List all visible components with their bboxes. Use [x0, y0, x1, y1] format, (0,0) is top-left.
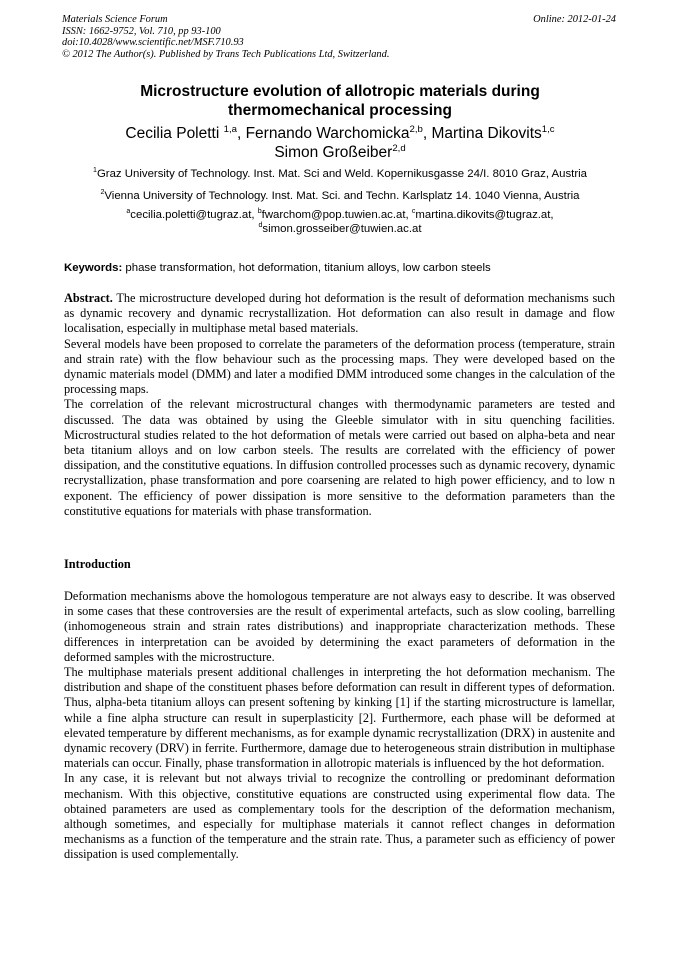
abstract-paragraph-3: The correlation of the relevant microstructural changes with thermodynamic parameters are tested and discussed. The data was obtained by using the Gleeble simulator with in situ quenching facilities. Microstructural studies related to the hot deformation of metals were carried out based on alpha-beta and near beta titanium alloys and on low carbon steels. The results are correlated with the efficiency of power dissipation, and the constitutive equations. In diffusion controlled processes such as dynamic recovery, dynamic recrystallization, phase transformation and pore coarsening are related to high power efficiency, and to low n exponent. The efficiency of power dissipation is more sensitive to the deformation parameters than the constitutive equations for materials with phase transformation.: [64, 397, 615, 518]
abstract-text: The microstructure developed during hot deformation is the result of deformation mechanisms such as dynamic recovery and dynamic recrystallization. Hot deformation can also result in damage and flow localisation, especially in multiphase metal based materials.: [64, 291, 615, 336]
affiliation-2: [50, 189, 630, 203]
title-line-1: Microstructure evolution of allotropic materials during: [140, 83, 540, 100]
intro-paragraph-3: In any case, it is relevant but not always trivial to recognize the controlling or predominant deformation mechanism. With this objective, constitutive equations are constructed using experimental flow data. The obtained parameters are used as complementary tools for the description of the deformation mechanism, although sometimes, and especially for multiphase materials it cannot reflect changes in deformation mechanisms as a function of the temperature and the strain rate. Thus, a parameter such as efficiency of power dissipation is used complementally.: [64, 771, 615, 862]
email-sup: a: [126, 208, 131, 216]
email-sup: d: [258, 222, 263, 230]
email: fwarchom@pop.tuwien.ac.at,: [261, 209, 412, 221]
affil-text: Graz University of Technology. Inst. Mat. Sci and Weld. Kopernikusgasse 24/I. 8010 Graz, Austria: [96, 168, 587, 180]
email-sup: c: [411, 208, 416, 216]
affil-sup: 2: [100, 189, 105, 197]
keywords-label: Keywords:: [64, 262, 123, 274]
email-list: [50, 208, 630, 236]
journal-doi: doi:10.4028/www.scientific.net/MSF.710.93: [62, 37, 244, 48]
author-list: [62, 124, 618, 162]
intro-paragraph-1: Deformation mechanisms above the homologous temperature are not always easy to describe. It was observed in some cases that these controversies are the result of experimental artefacts, such as slow cooling, barrelling (inhomogeneous strain and strain rates distributions) and inappropriate characterization methods. These differences in interpretation can be avoided by determining the exact parameters of deformation in the deformed samples with the microstructure.: [64, 589, 615, 664]
paper-title: [62, 82, 618, 120]
author-affil-sup: 2,b: [409, 123, 423, 135]
email: cecilia.poletti@tugraz.at,: [130, 209, 258, 221]
authors-line-2: [62, 143, 618, 162]
email-sup: b: [257, 208, 262, 216]
introduction: [64, 589, 615, 863]
abstract-paragraph-2: Several models have been proposed to correlate the parameters of the deformation process (temperature, strain and strain rate) with the flow behaviour such as the processing maps. They were developed based on the dynamic materials model (DMM) and later a modified DMM introduced some changes in the calculation of the processing maps.: [64, 336, 615, 397]
introduction-heading: Introduction: [64, 557, 131, 571]
keywords-text: phase transformation, hot deformation, titanium alloys, low carbon steels: [122, 262, 491, 274]
keywords: [64, 262, 618, 274]
emails-line-1: [50, 208, 630, 222]
authors-line-1: [62, 124, 618, 143]
email: simon.grosseiber@tuwien.ac.at: [262, 223, 422, 235]
author-name: , Fernando Warchomicka: [236, 125, 410, 142]
email: martina.dikovits@tugraz.at,: [415, 209, 554, 221]
author-name: , Martina Dikovits: [422, 125, 542, 142]
abstract: [64, 291, 615, 519]
author-name: Cecilia Poletti: [125, 125, 220, 142]
abstract-paragraph-1: [64, 291, 615, 337]
emails-line-2: [50, 222, 630, 236]
affil-text: Vienna University of Technology. Inst. Mat. Sci. and Techn. Karlsplatz 14. 1040 Vienna, Austria: [104, 190, 580, 202]
affil-sup: 1: [93, 167, 97, 175]
affiliation-1: [50, 167, 630, 181]
abstract-label: Abstract.: [64, 291, 113, 305]
title-line-2: thermomechanical processing: [228, 102, 452, 119]
author-affil-sup: 1,c: [541, 123, 555, 135]
author-affil-sup: 1,a: [223, 123, 237, 135]
author-affil-sup: 2,d: [392, 142, 406, 154]
journal-issn: ISSN: 1662-9752, Vol. 710, pp 93-100: [62, 25, 221, 37]
online-date: Online: 2012-01-24: [533, 14, 616, 25]
intro-paragraph-2: The multiphase materials present additional challenges in interpreting the hot deformation mechanism. The distribution and shape of the constituent phases before deformation can result in different types of deformation. Thus, alpha-beta titanium alloys can present softening by kinking [1] if the starting microstructure is lamellar, while a fine alpha structure can result in superplasticity [2]. Furthermore, each phase will be deformed at elevated temperature by different mechanisms, as for example dynamic recrystallization (DRX) in austenite and dynamic recovery (DRV) in ferrite. Furthermore, damage due to heterogeneous strain distribution in multiphase materials can occur. Finally, phase transformation in allotropic materials is influenced by the hot deformation.: [64, 665, 615, 771]
journal-copyright: © 2012 The Author(s). Published by Trans Tech Publications Ltd, Switzerland.: [62, 48, 390, 60]
journal-name: Materials Science Forum: [62, 14, 168, 25]
author-name: Simon Großeiber: [274, 144, 393, 161]
